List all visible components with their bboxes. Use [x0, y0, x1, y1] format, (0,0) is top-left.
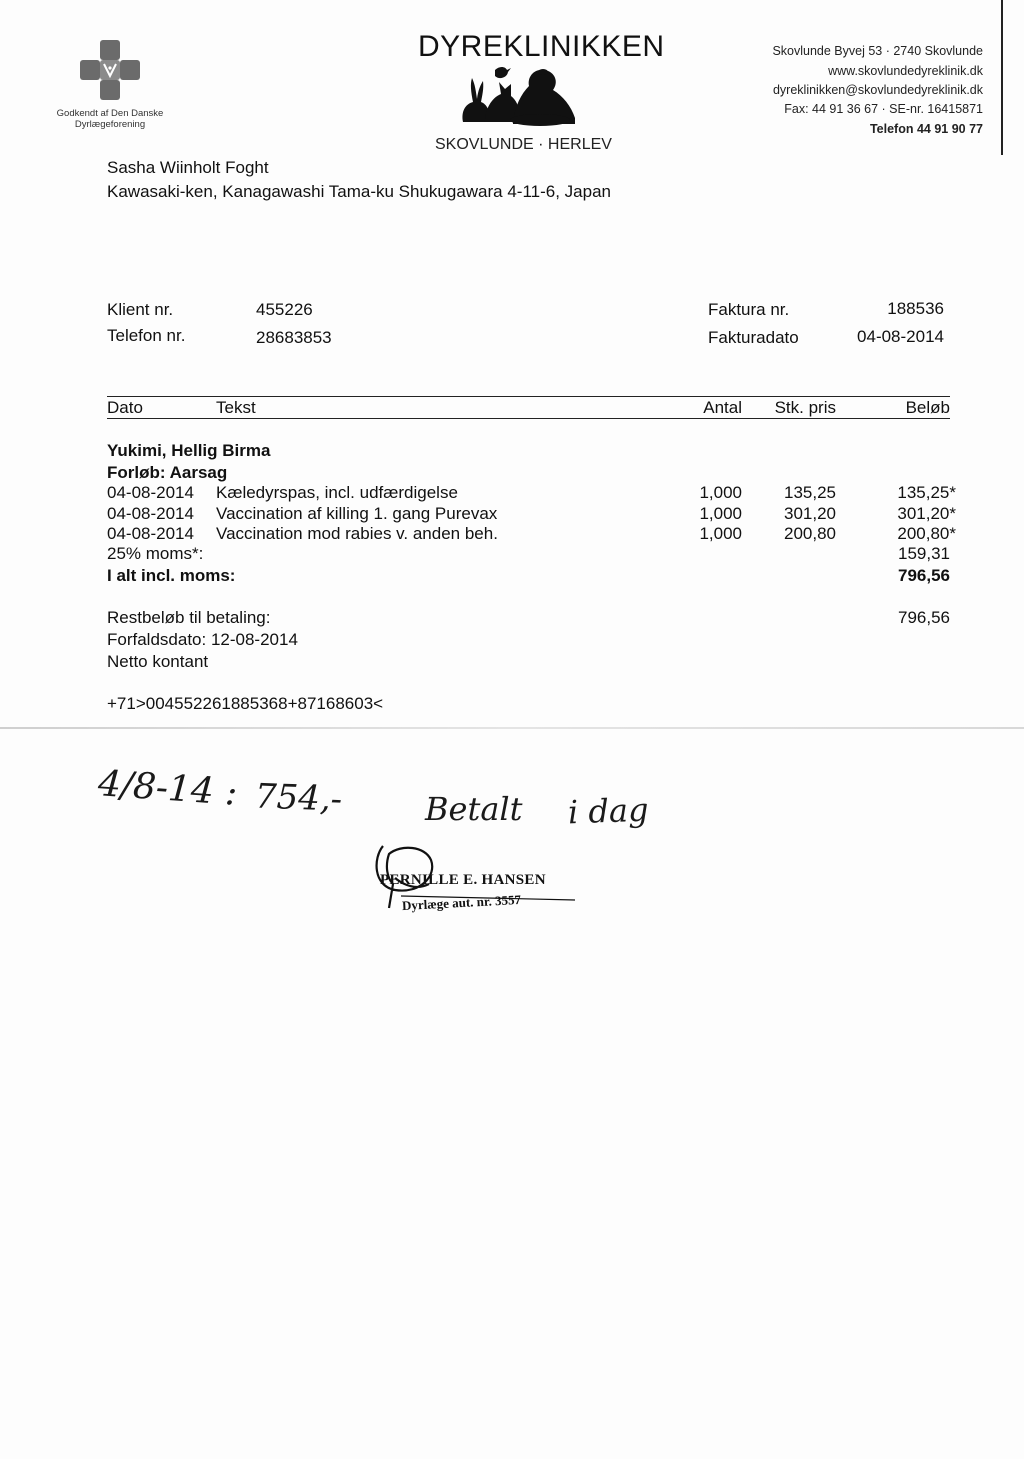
association-text — [40, 108, 180, 130]
handwritten-date: 4/8-14 : — [96, 763, 239, 814]
vat-value: 159,31 — [898, 544, 950, 563]
handwritten-paid: Betalt — [425, 790, 523, 828]
row-quantity: 1,000 — [699, 483, 742, 502]
handwritten-amount: 754,- — [254, 776, 343, 820]
invoice-number-value: 188536 — [887, 299, 944, 318]
course-label: Forløb: Aarsag — [107, 463, 228, 482]
row-text: Kæledyrspas, incl. udfærdigelse — [216, 483, 458, 502]
column-text: Tekst — [216, 398, 256, 417]
table-header-bottom-rule — [107, 418, 950, 419]
phone-number-label: Telefon nr. — [107, 326, 186, 345]
row-unit-price: 301,20 — [784, 504, 836, 523]
ocr-line: +71>004552261885368+87168603< — [107, 694, 384, 713]
total-value: 796,56 — [898, 566, 950, 585]
row-date: 04-08-2014 — [107, 483, 194, 502]
row-quantity: 1,000 — [699, 504, 742, 523]
row-amount: 135,25* — [897, 483, 956, 502]
clinic-fax: Fax: 44 91 36 67 · SE-nr. 16415871 — [784, 102, 983, 116]
row-unit-price: 135,25 — [784, 483, 836, 502]
remaining-label: Restbeløb til betaling: — [107, 608, 271, 627]
scan-edge-line — [1001, 0, 1003, 155]
veterinary-cross-logo-icon — [80, 40, 140, 100]
row-unit-price: 200,80 — [784, 524, 836, 543]
row-amount: 301,20* — [897, 504, 956, 523]
clinic-website: www.skovlundedyreklinik.dk — [828, 64, 983, 78]
vat-label: 25% moms*: — [107, 544, 204, 563]
phone-number-value: 28683853 — [256, 328, 332, 347]
animals-silhouette-icon — [455, 62, 580, 128]
clinic-name: DYREKLINIKKEN — [418, 30, 665, 63]
invoice-date-value: 04-08-2014 — [857, 327, 944, 346]
patient-name: Yukimi, Hellig Birma — [107, 441, 271, 460]
recipient-address: Kawasaki-ken, Kanagawashi Tama-ku Shukugawara 4-11-6, Japan — [107, 182, 611, 201]
association-line-2: Dyrlægeforening — [74, 119, 146, 130]
due-date: Forfaldsdato: 12-08-2014 — [107, 630, 298, 649]
clinic-address: Skovlunde Byvej 53 · 2740 Skovlunde — [772, 44, 983, 58]
handwritten-when: i dag — [567, 790, 650, 832]
column-quantity: Antal — [703, 398, 742, 417]
row-date: 04-08-2014 — [107, 524, 194, 543]
association-line-1: Godkendt af Den Danske — [56, 108, 164, 119]
row-text: Vaccination mod rabies v. anden beh. — [216, 524, 498, 543]
row-quantity: 1,000 — [699, 524, 742, 543]
stamp-vet-name: PERNILLE E. HANSEN — [380, 872, 546, 888]
clinic-email: dyreklinikken@skovlundedyreklinik.dk — [772, 83, 983, 97]
invoice-date-label: Fakturadato — [708, 328, 799, 347]
column-unit-price: Stk. pris — [774, 398, 836, 417]
table-header-top-rule — [107, 396, 950, 397]
clinic-subtitle: SKOVLUNDE · HERLEV — [435, 136, 612, 153]
remaining-value: 796,56 — [898, 608, 950, 627]
clinic-phone: Telefon 44 91 90 77 — [869, 122, 983, 136]
row-date: 04-08-2014 — [107, 504, 194, 523]
payment-terms: Netto kontant — [107, 652, 209, 671]
paper-fold-line — [0, 727, 1024, 729]
client-number-label: Klient nr. — [107, 300, 174, 319]
row-text: Vaccination af killing 1. gang Purevax — [216, 504, 498, 523]
column-date: Dato — [107, 398, 143, 417]
invoice-number-label: Faktura nr. — [708, 300, 790, 319]
column-amount: Beløb — [905, 398, 950, 417]
client-number-value: 455226 — [256, 300, 313, 319]
total-label: I alt incl. moms: — [107, 566, 236, 585]
row-amount: 200,80* — [897, 524, 956, 543]
recipient-name: Sasha Wiinholt Foght — [107, 158, 269, 177]
stamp-vet-id: Dyrlæge aut. nr. 3557 — [401, 891, 522, 914]
